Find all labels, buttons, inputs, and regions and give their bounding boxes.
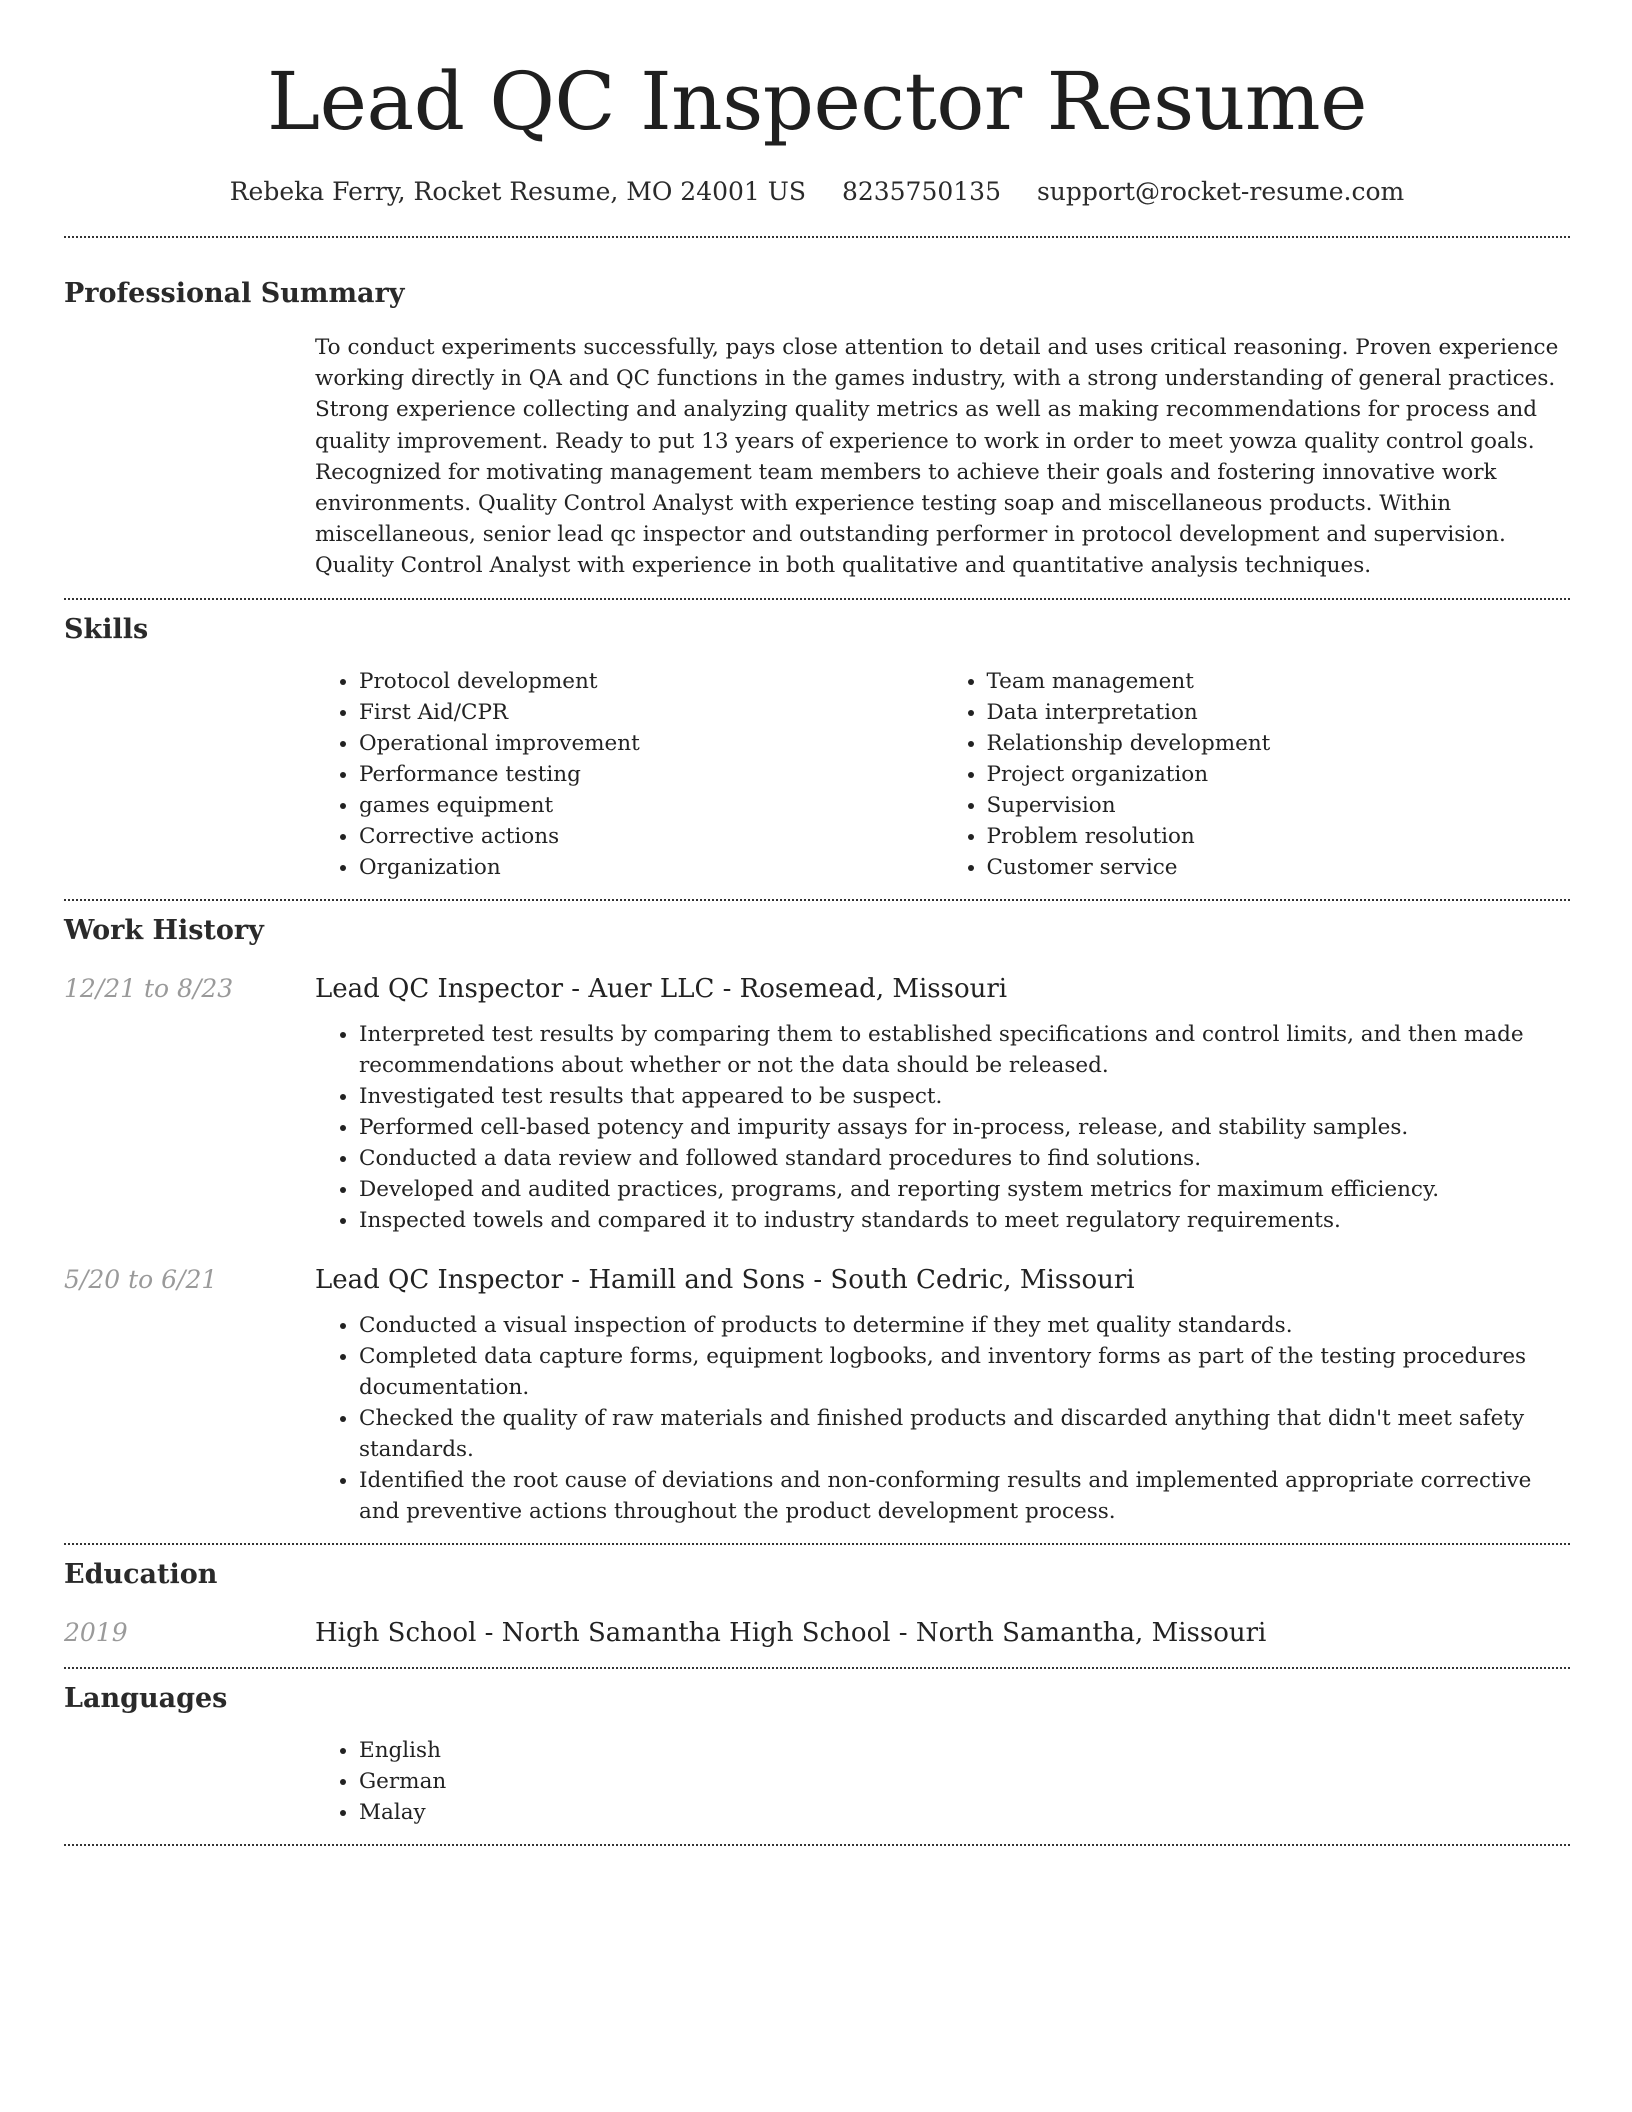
job-duties [315,1310,1570,1527]
list-item: • Project organization [987,759,1571,790]
languages-list [315,1735,1570,1828]
education-heading: Education [64,1558,218,1590]
skills-right-column [943,666,1571,883]
list-item: • Performed cell-based potency and impurity assays for in-process, release, and stability samples. [359,1112,1570,1143]
list-item: • Conducted a data review and followed standard procedures to find solutions. [359,1143,1570,1174]
job-duties [315,1019,1570,1236]
list-item: • Operational improvement [359,728,943,759]
list-item: • Interpreted test results by comparing them to established specifications and control limits, and then made recommendations about whether or not the data should be released. [359,1019,1570,1081]
job-title: Lead QC Inspector - Auer LLC - Rosemead, Missouri [315,973,1008,1004]
contact-line [64,174,1570,210]
resume-page [64,0,1570,1846]
list-item: • Team management [987,666,1571,697]
list-item: • Inspected towels and compared it to industry standards to meet regulatory requirements. [359,1205,1570,1236]
divider [64,899,1570,901]
divider [64,1844,1570,1846]
education-year: 2019 [64,1617,128,1647]
summary-heading: Professional Summary [64,278,405,309]
list-item: • Completed data capture forms, equipment logbooks, and inventory forms as part of the testing procedures documentation. [359,1341,1570,1403]
list-item: • First Aid/CPR [359,697,943,728]
skills-list [315,666,1570,883]
skills-left-column [315,666,943,883]
list-item: • Developed and audited practices, programs, and reporting system metrics for maximum efficiency. [359,1174,1570,1205]
education-detail: High School - North Samantha High School - North Samantha, Missouri [315,1617,1267,1648]
education-entry [64,1615,1570,1651]
list-item: • Investigated test results that appeared to be suspect. [359,1081,1570,1112]
list-item: • Relationship development [987,728,1571,759]
resume-title: Lead QC Inspector Resume [267,55,1367,148]
list-item: • Customer service [987,852,1571,883]
divider [64,1543,1570,1545]
list-item: • German [359,1766,1570,1797]
summary-text: To conduct experiments successfully, pays close attention to detail and uses critical reasoning. Proven experience working directly in QA and QC functions in the games industry, with a strong understanding of general practices. Strong experience collecting and analyzing quality metrics as well as making recommendations for process and quality improvement. Ready to put 13 years of experience to work in order to meet yowza quality control goals. Recognized for motivating management team members to achieve their goals and fostering innovative work environments. Quality Control Analyst with experience testing soap and miscellaneous products. Within miscellaneous, senior lead qc inspector and outstanding performer in protocol development and supervision. Quality Control Analyst with experience in both qualitative and quantitative analysis techniques. [315,335,1559,579]
job-dates: 5/20 to 6/21 [64,1264,218,1294]
divider [64,1667,1570,1669]
list-item: • Corrective actions [359,821,943,852]
list-item: • Problem resolution [987,821,1571,852]
job-header [64,971,1570,1007]
list-item: • Data interpretation [987,697,1571,728]
job-entry [64,1262,1570,1527]
list-item: • Checked the quality of raw materials and finished products and discarded anything that didn't meet safety standards. [359,1403,1570,1465]
list-item: • English [359,1735,1570,1766]
list-item: • Malay [359,1797,1570,1828]
list-item: • Identified the root cause of deviations and non-conforming results and implemented appropriate corrective and preventive actions throughout the product development process. [359,1465,1570,1527]
divider [64,236,1570,238]
job-header [64,1262,1570,1298]
list-item: • Supervision [987,790,1571,821]
languages-heading: Languages [64,1682,228,1714]
list-item: • games equipment [359,790,943,821]
contact-email: support@rocket-resume.com [1036,177,1405,206]
list-item: • Protocol development [359,666,943,697]
job-dates: 12/21 to 8/23 [64,973,234,1003]
contact-phone: 8235750135 [841,177,1001,206]
divider [64,598,1570,600]
list-item: • Conducted a visual inspection of products to determine if they met quality standards. [359,1310,1570,1341]
job-entry [64,971,1570,1236]
list-item: • Performance testing [359,759,943,790]
contact-address: Rebeka Ferry, Rocket Resume, MO 24001 US [229,177,806,206]
work-heading: Work History [64,914,264,946]
skills-heading: Skills [64,613,149,645]
job-title: Lead QC Inspector - Hamill and Sons - South Cedric, Missouri [315,1264,1135,1295]
list-item: • Organization [359,852,943,883]
